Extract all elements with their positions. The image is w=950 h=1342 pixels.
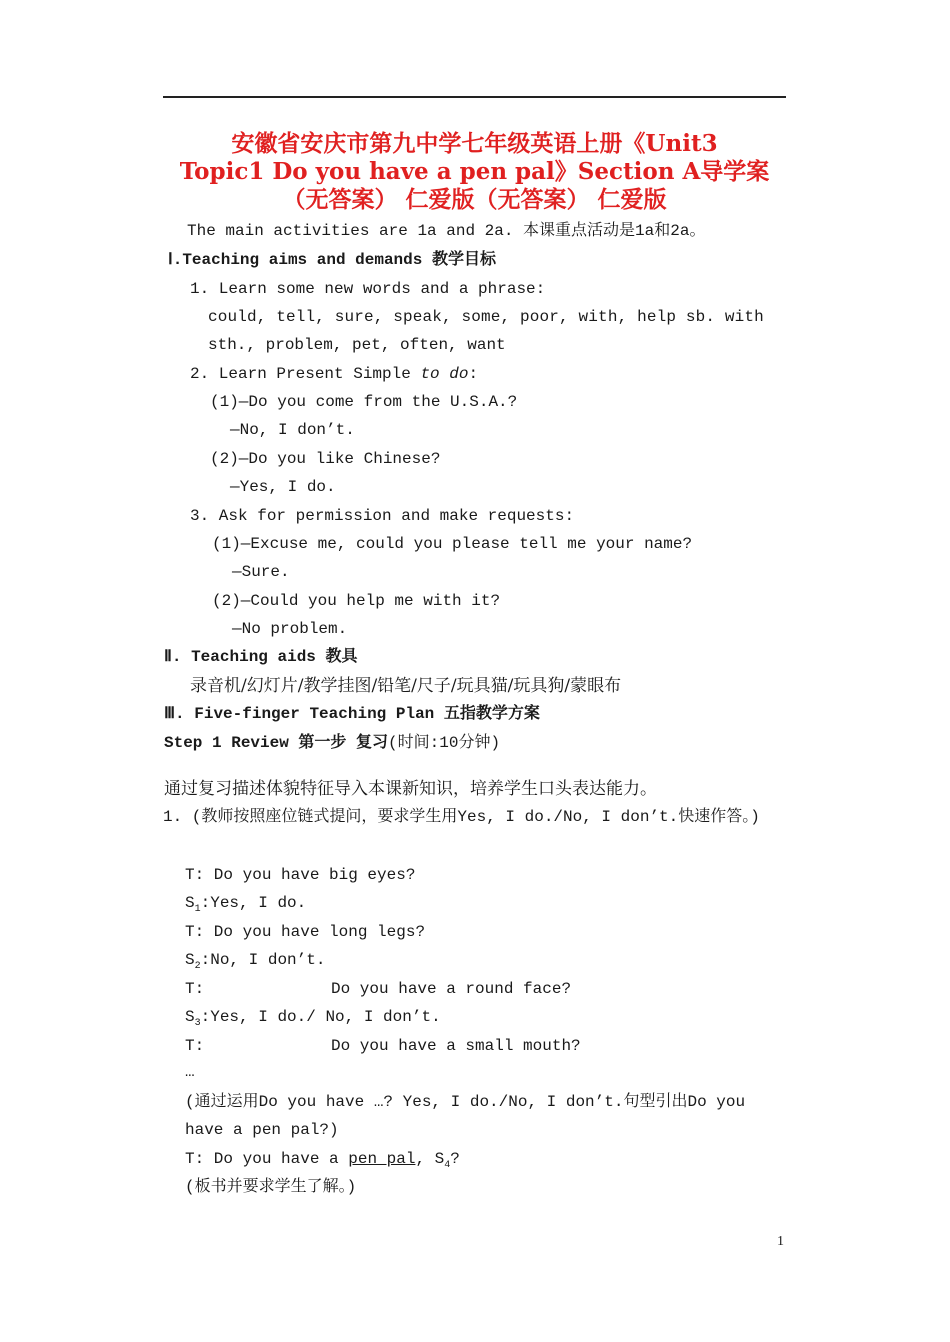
dialog-3-question: (1)—Excuse me, could you please tell me your name? xyxy=(212,535,693,553)
title-line-2: Topic1 Do you have a pen pal》Section A导学案 xyxy=(179,158,770,185)
aim-3: 3. Ask for permission and make requests: xyxy=(190,507,575,525)
step-1-heading: Step 1 Review 第一步 复习(时间:10分钟) xyxy=(164,734,501,752)
title-line-3: （无答案） 仁爱版（无答案） 仁爱版 xyxy=(282,186,667,213)
dialog-4-answer: —No problem. xyxy=(232,620,348,638)
dialog-3-answer: —Sure. xyxy=(232,563,290,581)
review-note: (通过运用Do you have …? Yes, I do./No, I don’t.句型引出Do you have a pen pal?) xyxy=(185,1093,746,1139)
teacher-question-2: T: Do you have long legs? xyxy=(185,923,426,941)
aim-2: 2. Learn Present Simple to do: xyxy=(190,365,479,383)
title-line-1: 安徽省安庆市第九中学七年级英语上册《Unit3 xyxy=(231,130,718,157)
dialog-2-question: (2)—Do you like Chinese? xyxy=(210,450,441,468)
teacher-label-4: T: xyxy=(185,1037,205,1055)
ellipsis: … xyxy=(185,1063,195,1081)
teacher-question-1: T: Do you have big eyes? xyxy=(185,866,416,884)
teacher-label-3: T: xyxy=(185,980,205,998)
dialog-2-answer: —Yes, I do. xyxy=(230,478,336,496)
section-2-heading: Ⅱ. Teaching aids 教具 xyxy=(164,648,358,666)
dialog-4-question: (2)—Could you help me with it? xyxy=(212,592,501,610)
word-list-line-1: could, tell, sure, speak, some, poor, with, help sb. with xyxy=(208,308,764,326)
teacher-question-4: Do you have a small mouth? xyxy=(331,1037,581,1055)
student-answer-1: $S_1:Yes$, I do. xyxy=(185,894,307,916)
student-answer-2: $S_2:No$, I don’t. xyxy=(185,951,326,973)
teacher-question-3: Do you have a round face? xyxy=(331,980,572,998)
teaching-aids-list: 录音机/幻灯片/教学挂图/铅笔/尺子/玩具猫/玩具狗/蒙眼布 xyxy=(190,676,622,696)
page-number: 1 xyxy=(777,1234,784,1249)
aim-1: 1. Learn some new words and a phrase: xyxy=(190,280,546,298)
intro-line: The main activities are 1a and 2a. 本课重点活动是1a和2a。 xyxy=(187,222,706,240)
header-rule xyxy=(163,96,786,98)
review-description: 通过复习描述体貌特征导入本课新知识，培养学生口头表达能力。 xyxy=(164,779,657,799)
section-1-heading: Ⅰ.Teaching aims and demands 教学目标 xyxy=(168,251,496,269)
dialog-1-question: (1)—Do you come from the U.S.A.? xyxy=(210,393,518,411)
dialog-1-answer: —No, I don’t. xyxy=(230,421,355,439)
document-title xyxy=(163,130,786,214)
word-list-line-2: sth., problem, pet, often, want xyxy=(208,336,506,354)
review-instruction: 1. (教师按照座位链式提问，要求学生用Yes, I do./No, I don’t.快速作答。) xyxy=(163,808,760,826)
teacher-question-5: T: Do you have a pen pal, $S_4$? xyxy=(185,1150,460,1172)
board-note: (板书并要求学生了解。) xyxy=(185,1178,357,1196)
section-3-heading: Ⅲ. Five-finger Teaching Plan 五指教学方案 xyxy=(164,705,540,723)
student-answer-3: $S_3:Yes$, I do./ No, I don’t. xyxy=(185,1008,441,1030)
